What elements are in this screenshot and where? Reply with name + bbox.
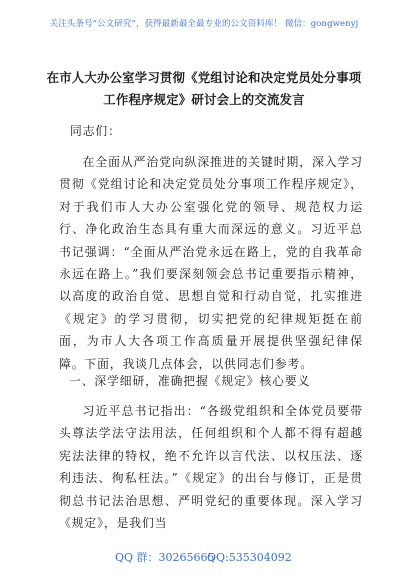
- section-heading-1: 一、深学细研，准确把握《规定》核心要义: [69, 374, 311, 388]
- footer: [0, 536, 408, 580]
- salutation: 同志们：: [70, 124, 121, 138]
- paragraph-1: 在全面从严治党向纵深推进的关键时期，深入学习贯彻《党组讨论和决定党员处分事项工作程序规定》，对于我们市人大办公室强化党的领导、规范权力运行、净化政治生态具有重大而深远的意义。习近平总书记强调：“全面从严治党永远在路上，党的自我革命永远在路上。”我们要深刻领会总书记重要指示精神，以高度的政治自觉、思想自觉和行动自觉，扎实推进《规定》的学习贯彻，切实把党的纪律规矩挺在前面，为市人大各项工作高质量开展提供坚强纪律保障。下面，我谈几点体会，以供同志们参考。: [59, 155, 363, 371]
- paragraph-2: 习近平总书记指出：“各级党组织和全体党员要带头尊法学法守法用法，任何组织和个人都不得有超越宪法法律的特权，绝不允许以言代法、以权压法、逐利违法、徇私枉法。”《规定》的出台与修订，正是贯彻总书记法治思想、严明党纪的重要体现。深入学习《规定》，是我们当: [59, 404, 363, 531]
- document-title: [34, 67, 374, 111]
- footer-qq-contact: QQ:535304092: [207, 551, 292, 564]
- title-line-2: 工作程序规定》研讨会上的交流发言: [103, 92, 305, 107]
- footer-qq-group: QQ 群：30265665: [115, 551, 215, 564]
- title-line-1: 在市人大办公室学习贯彻《党组讨论和决定党员处分事项: [46, 70, 362, 85]
- header-notice: 关注头条号“公文研究”，获得最新最全最专业的公文资料库！ 微信：gongwenyj: [49, 19, 359, 29]
